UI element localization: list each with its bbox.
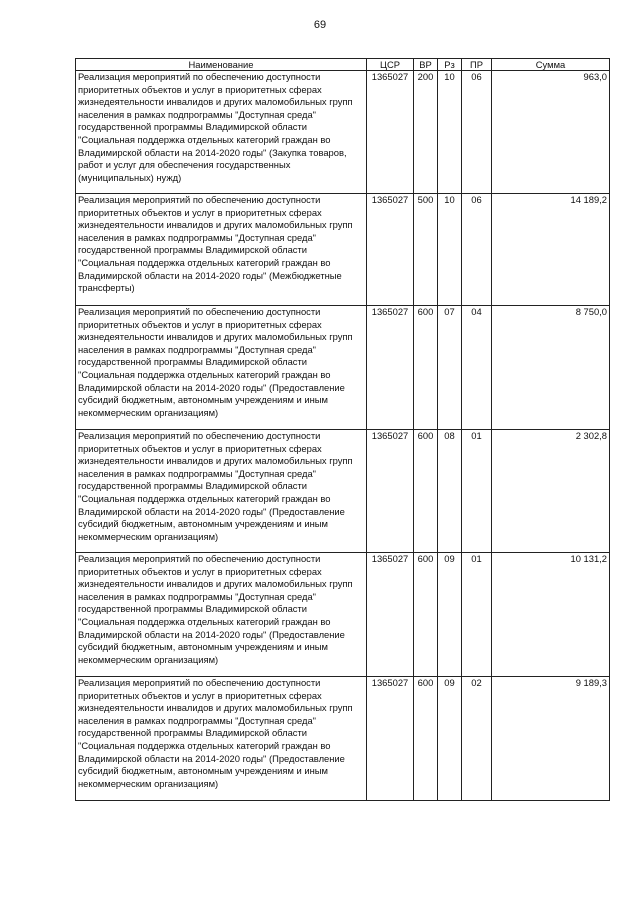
row-sum: 963,0 (492, 71, 610, 194)
row-name: Реализация мероприятий по обеспечению доступности приоритетных объектов и услуг в приоритетных сферах жизнедеятельности инвалидов и других маломобильных групп населения в рамках подпрограммы "Доступная среда" государственной программы Владимирской области "Социальная поддержка отдельных категорий граждан во Владимирской области на 2014-2020 годы" (Предоставление субсидий бюджетным, автономным учреждениям и иным некоммерческим организациям) (76, 553, 367, 677)
row-csr: 1365027 (367, 430, 414, 553)
row-vr: 200 (414, 71, 438, 194)
row-sum: 2 302,8 (492, 430, 610, 553)
row-pr: 01 (462, 430, 492, 553)
row-vr: 600 (414, 677, 438, 801)
header-vr: ВР (414, 59, 438, 71)
table-row (76, 677, 610, 801)
row-rz: 08 (438, 430, 462, 553)
row-rz: 10 (438, 71, 462, 194)
row-sum: 10 131,2 (492, 553, 610, 677)
header-sum: Сумма (492, 59, 610, 71)
row-name: Реализация мероприятий по обеспечению доступности приоритетных объектов и услуг в приоритетных сферах жизнедеятельности инвалидов и других маломобильных групп населения в рамках подпрограммы "Доступная среда" государственной программы Владимирской области "Социальная поддержка отдельных категорий граждан во Владимирской области на 2014-2020 годы" (Предоставление субсидий бюджетным, автономным учреждениям и иным некоммерческим организациям) (76, 430, 367, 553)
row-pr: 06 (462, 194, 492, 306)
table-row (76, 194, 610, 306)
row-csr: 1365027 (367, 194, 414, 306)
row-name: Реализация мероприятий по обеспечению доступности приоритетных объектов и услуг в приоритетных сферах жизнедеятельности инвалидов и других маломобильных групп населения в рамках подпрограммы "Доступная среда" государственной программы Владимирской области "Социальная поддержка отдельных категорий граждан во Владимирской области на 2014-2020 годы" (Закупка товаров, работ и услуг для обеспечения государственных (муниципальных) нужд) (76, 71, 367, 194)
row-sum: 9 189,3 (492, 677, 610, 801)
row-csr: 1365027 (367, 71, 414, 194)
row-pr: 06 (462, 71, 492, 194)
row-name: Реализация мероприятий по обеспечению доступности приоритетных объектов и услуг в приоритетных сферах жизнедеятельности инвалидов и других маломобильных групп населения в рамках подпрограммы "Доступная среда" государственной программы Владимирской области "Социальная поддержка отдельных категорий граждан во Владимирской области на 2014-2020 годы" (Предоставление субсидий бюджетным, автономным учреждениям и иным некоммерческим организациям) (76, 677, 367, 801)
row-csr: 1365027 (367, 677, 414, 801)
table-row (76, 306, 610, 430)
row-vr: 600 (414, 430, 438, 553)
budget-table (75, 58, 610, 801)
row-pr: 04 (462, 306, 492, 430)
row-rz: 09 (438, 553, 462, 677)
row-vr: 600 (414, 306, 438, 430)
row-sum: 8 750,0 (492, 306, 610, 430)
row-vr: 600 (414, 553, 438, 677)
table-row (76, 430, 610, 553)
table-row (76, 553, 610, 677)
row-rz: 10 (438, 194, 462, 306)
header-name: Наименование (76, 59, 367, 71)
row-csr: 1365027 (367, 306, 414, 430)
header-pr: ПР (462, 59, 492, 71)
page-number: 69 (313, 19, 327, 31)
row-rz: 07 (438, 306, 462, 430)
row-vr: 500 (414, 194, 438, 306)
header-csr: ЦСР (367, 59, 414, 71)
row-name: Реализация мероприятий по обеспечению доступности приоритетных объектов и услуг в приоритетных сферах жизнедеятельности инвалидов и других маломобильных групп населения в рамках подпрограммы "Доступная среда" государственной программы Владимирской области "Социальная поддержка отдельных категорий граждан во Владимирской области на 2014-2020 годы" (Предоставление субсидий бюджетным, автономным учреждениям и иным некоммерческим организациям) (76, 306, 367, 430)
table-row (76, 71, 610, 194)
row-rz: 09 (438, 677, 462, 801)
table-header-row (76, 59, 610, 71)
header-rz: Рз (438, 59, 462, 71)
row-name: Реализация мероприятий по обеспечению доступности приоритетных объектов и услуг в приоритетных сферах жизнедеятельности инвалидов и других маломобильных групп населения в рамках подпрограммы "Доступная среда" государственной программы Владимирской области "Социальная поддержка отдельных категорий граждан во Владимирской области на 2014-2020 годы" (Межбюджетные трансферты) (76, 194, 367, 306)
row-sum: 14 189,2 (492, 194, 610, 306)
row-csr: 1365027 (367, 553, 414, 677)
row-pr: 01 (462, 553, 492, 677)
row-pr: 02 (462, 677, 492, 801)
